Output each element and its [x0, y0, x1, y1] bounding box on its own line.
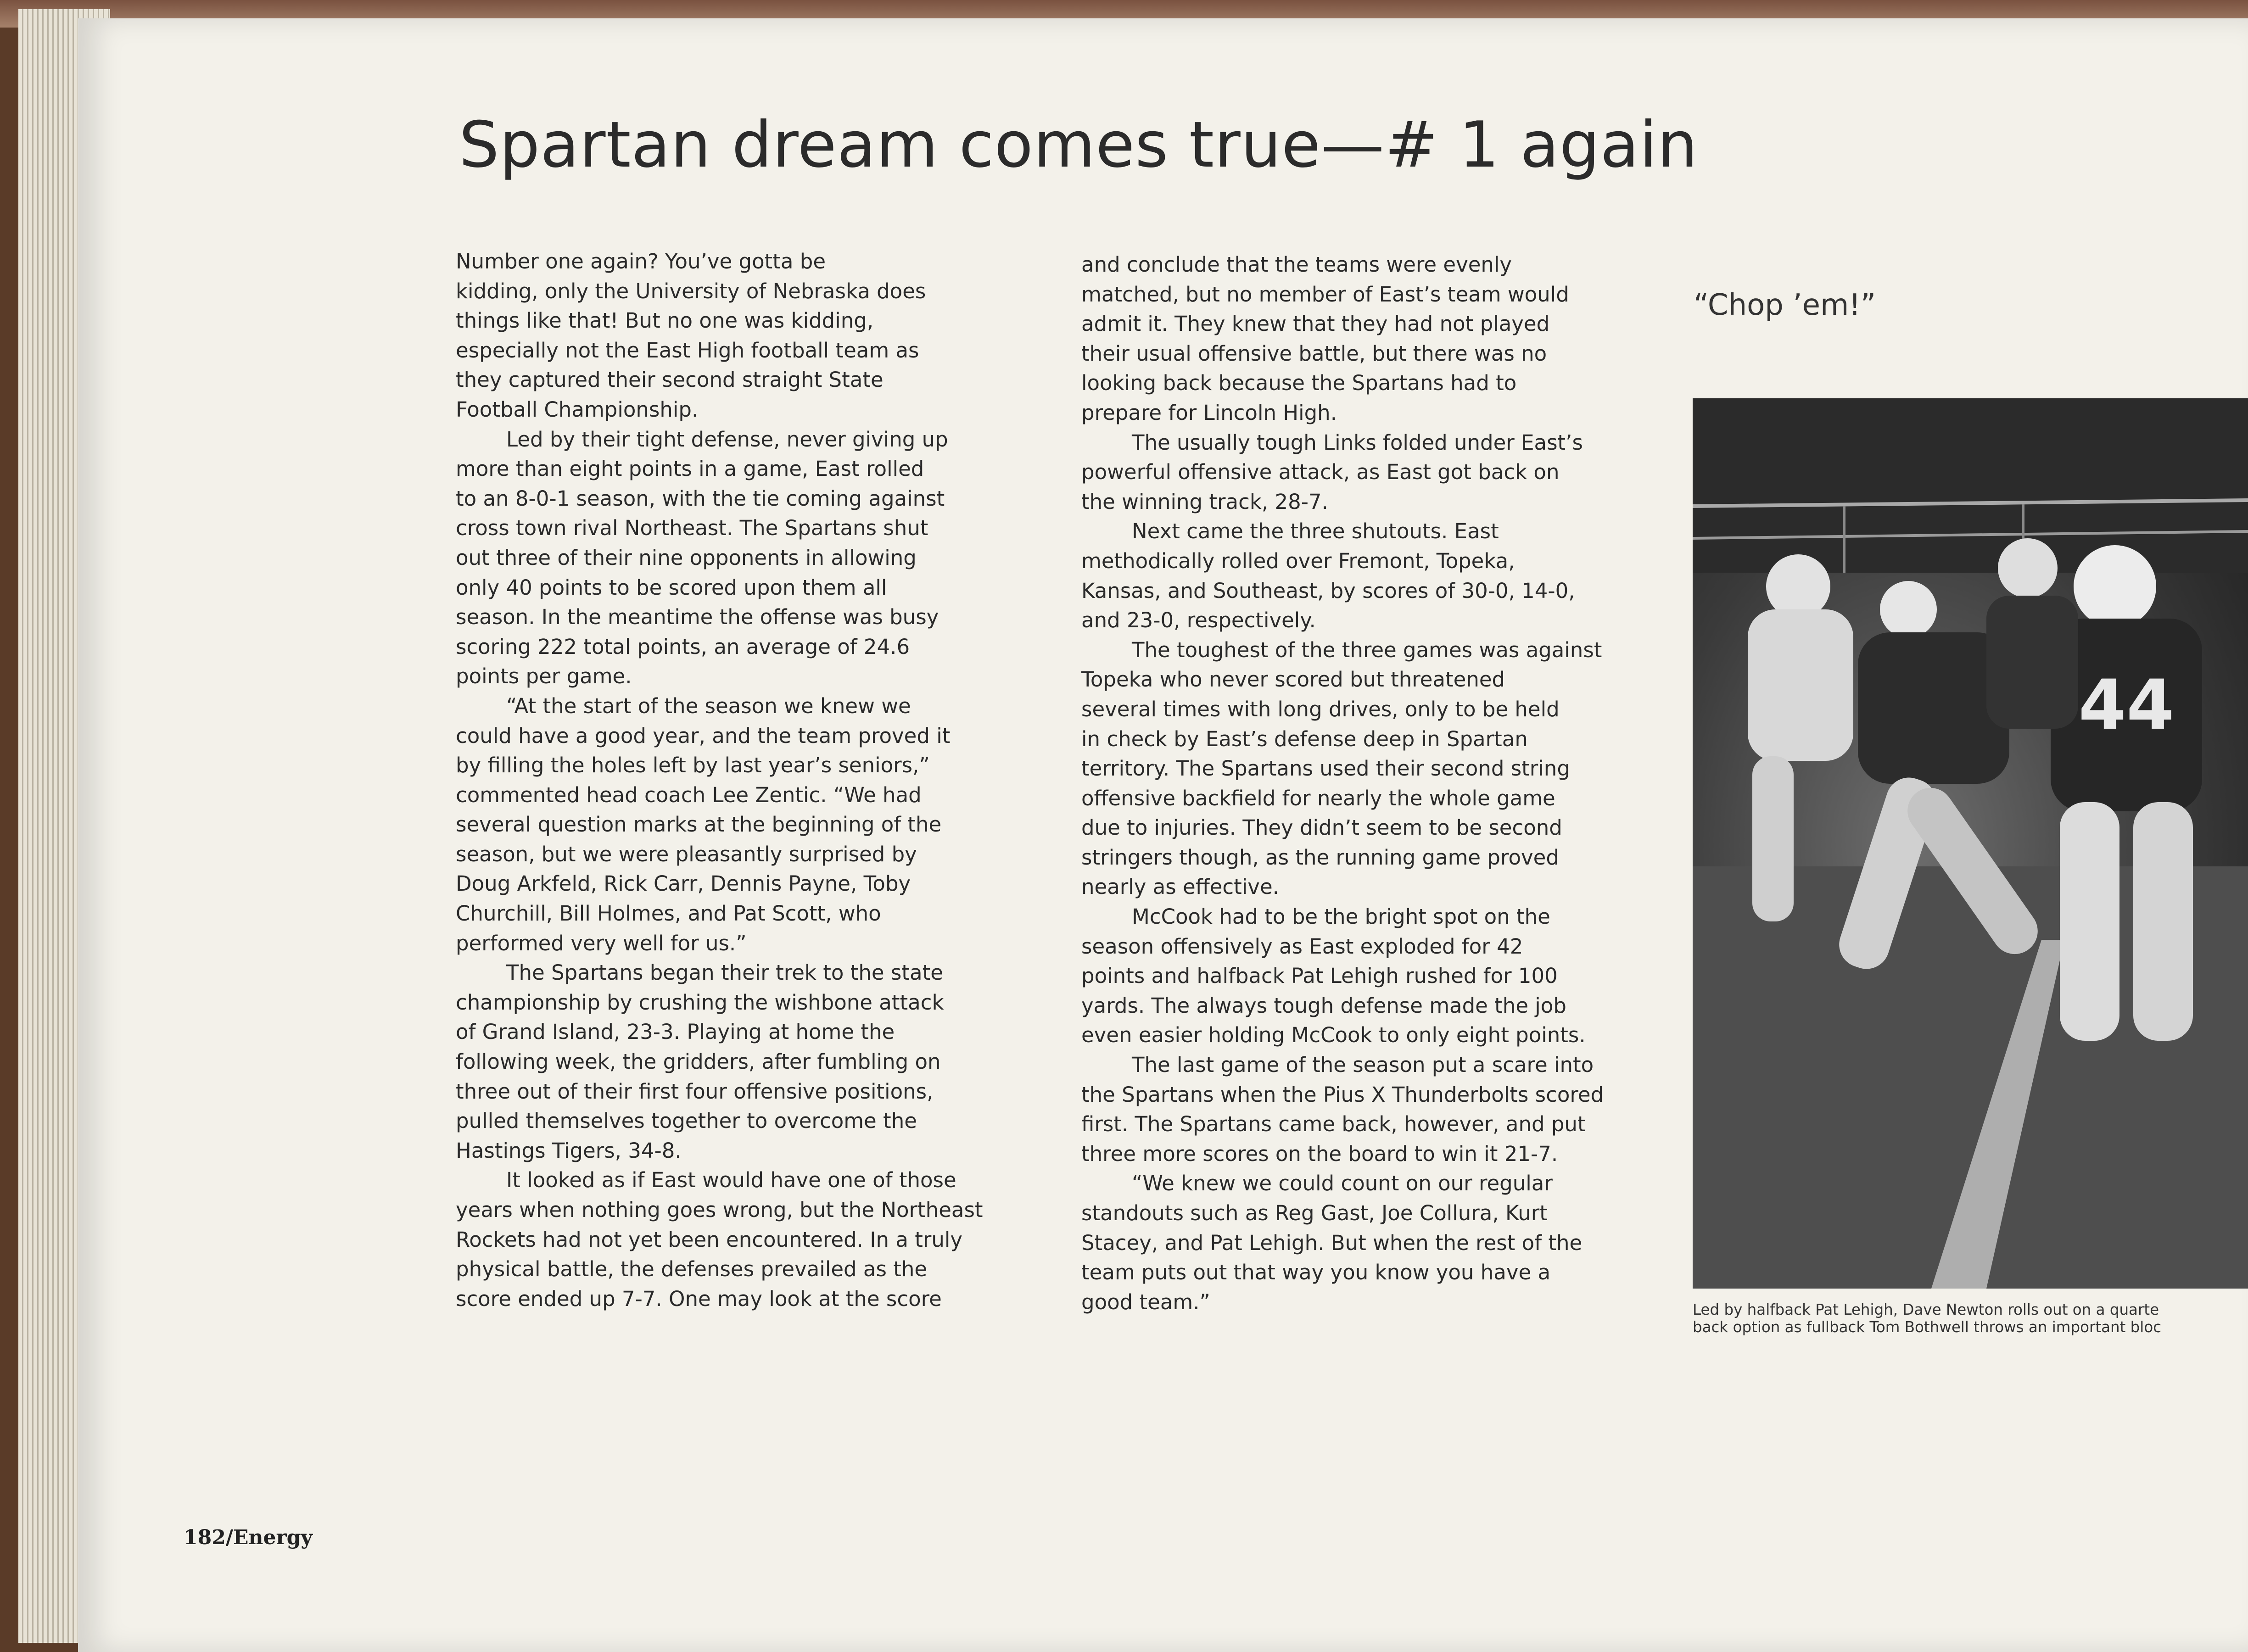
page-number-folio: 182/Energy: [184, 1526, 313, 1549]
text-line: admit it. They knew that they had not played: [1081, 312, 1550, 336]
text-line: first. The Spartans came back, however, and put: [1081, 1112, 1586, 1137]
text-line: It looked as if East would have one of those: [506, 1168, 956, 1193]
text-line: Stacey, and Pat Lehigh. But when the rest of the: [1081, 1230, 1583, 1255]
text-line: standouts such as Reg Gast, Joe Collura, Kurt: [1081, 1201, 1548, 1225]
text-line: offensive backfield for nearly the whole game: [1081, 786, 1555, 810]
text-line: kidding, only the University of Nebraska does: [456, 279, 926, 303]
text-line: “We knew we could count on our regular: [1132, 1171, 1553, 1196]
text-line: The last game of the season put a scare into: [1132, 1053, 1594, 1077]
text-line: The Spartans began their trek to the state: [506, 960, 943, 985]
text-line: more than eight points in a game, East rolled: [456, 457, 924, 481]
text-line: Next came the three shutouts. East: [1132, 519, 1499, 544]
text-line: even easier holding McCook to only eight points.: [1081, 1023, 1586, 1048]
article-column-1: [456, 247, 983, 1314]
text-line: only 40 points to be scored upon them all: [456, 575, 887, 600]
text-line: Hastings Tigers, 34-8.: [456, 1138, 682, 1163]
text-line: looking back because the Spartans had to: [1081, 371, 1517, 396]
text-line: in check by East’s defense deep in Spartan: [1081, 726, 1528, 751]
text-line: their usual offensive battle, but there was no: [1081, 341, 1547, 366]
text-line: three out of their first four offensive positions,: [456, 1079, 934, 1104]
text-line: several question marks at the beginning of the: [456, 812, 942, 837]
football-photo: [1693, 398, 2248, 1289]
text-line: performed very well for us.”: [456, 931, 747, 955]
text-line: Topeka who never scored but threatened: [1081, 667, 1505, 692]
caption-line: Led by halfback Pat Lehigh, Dave Newton rolls out on a quarte: [1693, 1301, 2159, 1318]
text-line: good team.”: [1081, 1289, 1210, 1314]
text-line: due to injuries. They didn’t seem to be second: [1081, 815, 1562, 840]
text-line: The usually tough Links folded under East’s: [1132, 430, 1583, 455]
article-column-2: [1081, 250, 1604, 1317]
text-line: cross town rival Northeast. The Spartans shut: [456, 516, 928, 541]
text-line: physical battle, the defenses prevailed as the: [456, 1257, 928, 1282]
text-line: stringers though, as the running game proved: [1081, 845, 1559, 870]
text-line: season offensively as East exploded for 42: [1081, 934, 1523, 959]
text-line: and 23-0, respectively.: [1081, 608, 1316, 633]
text-line: championship by crushing the wishbone attack: [456, 990, 944, 1015]
text-line: and conclude that the teams were evenly: [1081, 252, 1512, 277]
text-line: to an 8-0-1 season, with the tie coming against: [456, 486, 945, 511]
text-line: especially not the East High football team as: [456, 338, 919, 363]
text-line: scoring 222 total points, an average of 24.6: [456, 634, 910, 659]
text-line: Doug Arkfeld, Rick Carr, Dennis Payne, Toby: [456, 871, 911, 896]
jersey-number: 44: [2078, 665, 2175, 745]
text-line: pulled themselves together to overcome the: [456, 1109, 917, 1133]
text-line: years when nothing goes wrong, but the Northeast: [456, 1198, 983, 1222]
text-line: powerful offensive attack, as East got back on: [1081, 460, 1560, 485]
text-line: methodically rolled over Fremont, Topeka,: [1081, 548, 1515, 573]
football-photo-art: [1693, 398, 2248, 1289]
text-line: three more scores on the board to win it 21-7.: [1081, 1141, 1558, 1166]
text-line: things like that! But no one was kidding,: [456, 308, 874, 333]
caption-line: back option as fullback Tom Bothwell throws an important bloc: [1693, 1318, 2162, 1336]
text-line: season, but we were pleasantly surprised by: [456, 842, 917, 866]
text-line: commented head coach Lee Zentic. “We had: [456, 782, 922, 807]
photo-caption: [1693, 1301, 2248, 1336]
text-line: Churchill, Bill Holmes, and Pat Scott, who: [456, 901, 881, 926]
text-line: Football Championship.: [456, 397, 699, 422]
text-line: nearly as effective.: [1081, 875, 1279, 899]
text-line: territory. The Spartans used their second string: [1081, 756, 1570, 781]
text-line: points and halfback Pat Lehigh rushed for 100: [1081, 964, 1558, 988]
text-line: Number one again? You’ve gotta be: [456, 249, 826, 273]
text-line: of Grand Island, 23-3. Playing at home the: [456, 1020, 895, 1044]
text-line: Led by their tight defense, never giving up: [506, 427, 948, 452]
text-line: out three of their nine opponents in allowing: [456, 545, 917, 570]
text-line: Kansas, and Southeast, by scores of 30-0, 14-0,: [1081, 578, 1575, 603]
page-headline: Spartan dream comes true—# 1 again: [459, 108, 1698, 182]
side-quote-heading: “Chop ’em!”: [1694, 288, 1876, 322]
text-line: several times with long drives, only to be held: [1081, 697, 1560, 721]
crowd-background: [1693, 398, 2248, 573]
text-line: “At the start of the season we knew we: [506, 693, 911, 718]
text-line: team puts out that way you know you have a: [1081, 1260, 1551, 1285]
text-line: McCook had to be the bright spot on the: [1132, 904, 1550, 929]
text-line: Rockets had not yet been encountered. In a truly: [456, 1227, 963, 1252]
text-line: following week, the gridders, after fumbling on: [456, 1049, 941, 1074]
text-line: yards. The always tough defense made the job: [1081, 993, 1566, 1018]
text-line: they captured their second straight State: [456, 368, 884, 392]
text-line: prepare for Lincoln High.: [1081, 400, 1337, 425]
text-line: the Spartans when the Pius X Thunderbolts scored: [1081, 1082, 1604, 1107]
text-line: the winning track, 28-7.: [1081, 489, 1328, 514]
text-line: season. In the meantime the offense was busy: [456, 605, 939, 630]
text-line: score ended up 7-7. One may look at the score: [456, 1286, 942, 1311]
text-line: matched, but no member of East’s team would: [1081, 282, 1569, 307]
text-line: by filling the holes left by last year’s seniors,”: [456, 753, 930, 778]
text-line: points per game.: [456, 664, 632, 689]
text-line: could have a good year, and the team proved it: [456, 723, 951, 748]
text-line: The toughest of the three games was against: [1132, 637, 1602, 662]
